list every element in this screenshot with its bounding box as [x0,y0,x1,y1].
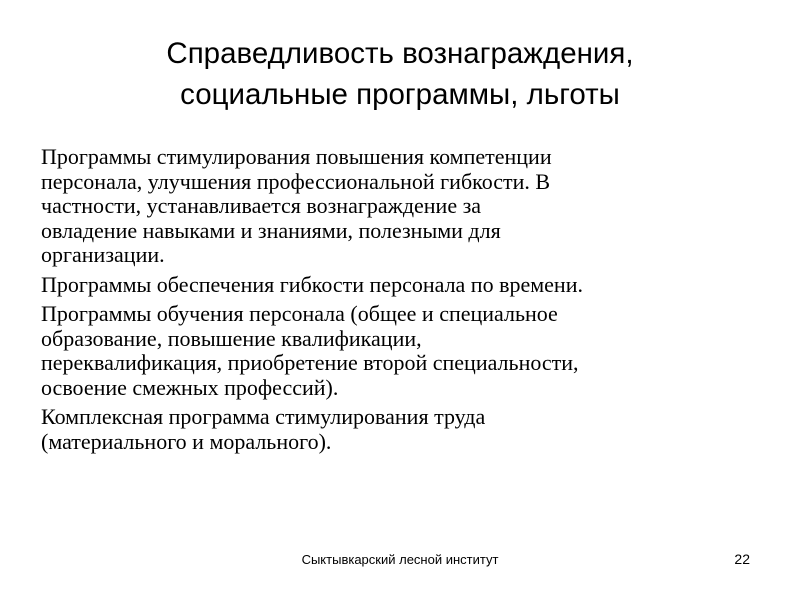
footer-institution: Сыктывкарский лесной институт [301,552,499,567]
list-item-complex-program [41,405,771,454]
list-item-training-programs [41,302,771,400]
item-text-line: (материального и морального). [41,428,332,454]
item-text-line: частности, устанавливается вознаграждение за [41,193,482,218]
item-text-line: Программы стимулирования повышения компетенции [41,144,552,169]
content-list [41,145,771,459]
item-text-line: переквалификация, приобретение второй специальности, [41,350,579,375]
item-text-line: освоение смежных профессий). [41,374,339,400]
title-line-2: социальные программы, льготы [180,78,620,111]
item-text-line: овладение навыками и знаниями, полезными для [41,217,501,243]
title-line-1: Справедливость вознаграждения, [166,37,634,70]
item-text-line: образование, повышение квалификации, [41,325,422,351]
slide-title [40,33,760,115]
item-text-line: организации. [41,242,165,267]
item-text-line: Программы обеспечения гибкости персонала по времени. [41,271,583,297]
page-number: 22 [734,551,750,567]
item-text-line: персонала, улучшения профессиональной гибкости. В [41,168,551,194]
list-item-time-flexibility [41,273,771,298]
item-text-line: Программы обучения персонала (общее и специальное [41,301,558,326]
item-text-line: Комплексная программа стимулирования труда [41,404,486,429]
list-item-competence-programs [41,145,771,268]
